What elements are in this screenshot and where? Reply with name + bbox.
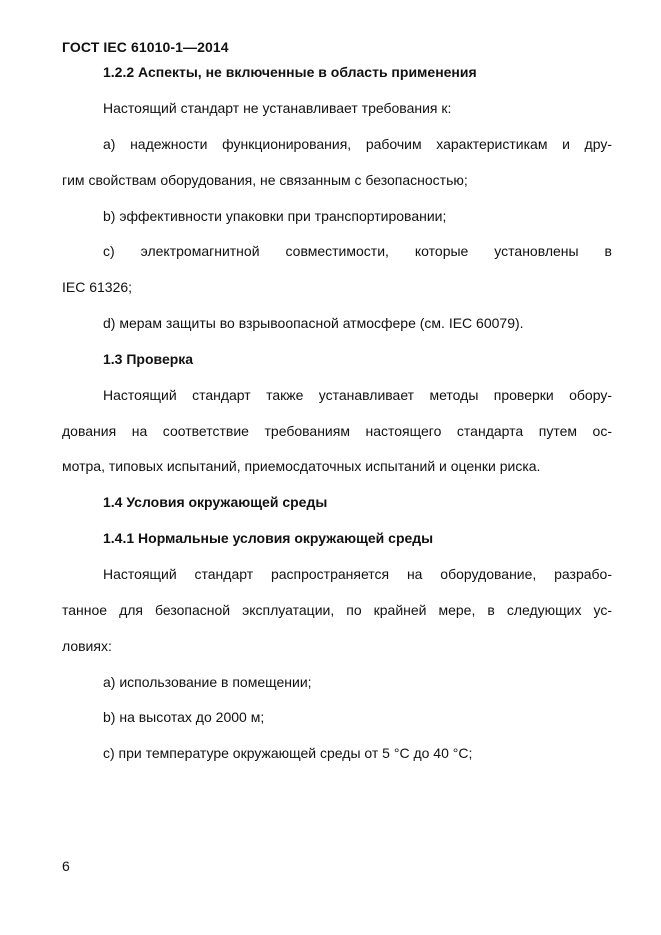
list-item-d: d) мерам защиты во взрывоопасной атмосфере (см. IEC 60079). — [103, 315, 524, 331]
list-item-b: b) на высотах до 2000 м; — [103, 709, 265, 725]
page-number: 6 — [62, 858, 70, 874]
paragraph-line: дования на соответствие требованиям настоящего стандарта путем ос- — [62, 423, 612, 439]
paragraph-line: ловиях: — [62, 638, 112, 654]
list-item-a: a) использование в помещении; — [103, 674, 312, 690]
paragraph-line: Настоящий стандарт также устанавливает методы проверки обору- — [103, 387, 612, 403]
section-heading-1-4: 1.4 Условия окружающей среды — [103, 494, 328, 510]
paragraph-line: Настоящий стандарт не устанавливает требования к: — [103, 100, 452, 116]
list-item-a-line-1: a) надежности функционирования, рабочим характеристикам и дру- — [103, 136, 612, 152]
list-item-c-line-1: c) электромагнитной совместимости, которые установлены в — [103, 243, 612, 259]
section-heading-1-2-2: 1.2.2 Аспекты, не включенные в область применения — [103, 64, 477, 80]
paragraph-line: танное для безопасной эксплуатации, по крайней мере, в следующих ус- — [62, 602, 612, 618]
list-item-c-line-2: IEC 61326; — [62, 279, 133, 295]
paragraph-line: Настоящий стандарт распространяется на оборудование, разрабо- — [103, 566, 612, 582]
section-heading-1-4-1: 1.4.1 Нормальные условия окружающей среды — [103, 530, 434, 546]
list-item-b: b) эффективности упаковки при транспортировании; — [103, 208, 447, 224]
standard-header: ГОСТ IEC 61010-1—2014 — [62, 39, 229, 55]
paragraph-line: мотра, типовых испытаний, приемосдаточных испытаний и оценки риска. — [62, 458, 541, 474]
section-heading-1-3: 1.3 Проверка — [103, 351, 194, 367]
list-item-a-line-2: гим свойствам оборудования, не связанным с безопасностью; — [62, 172, 468, 188]
list-item-c: c) при температуре окружающей среды от 5 °C до 40 °C; — [103, 745, 473, 761]
